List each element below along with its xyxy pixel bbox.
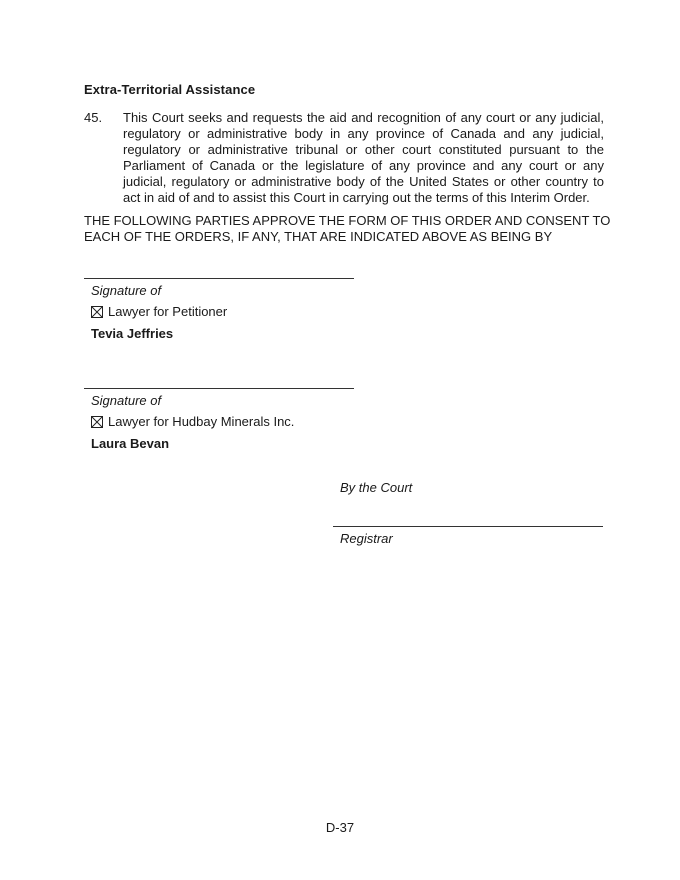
- signature-line-hudbay: [84, 388, 354, 389]
- checkbox-row-petitioner: [91, 304, 227, 319]
- paragraph-45: [84, 110, 604, 206]
- registrar-signature-line: [333, 526, 603, 527]
- registrar-label: Registrar: [340, 531, 393, 546]
- checkbox-row-hudbay: [91, 414, 294, 429]
- role-label: Lawyer for Hudbay Minerals Inc.: [108, 414, 295, 429]
- by-the-court: By the Court: [340, 480, 413, 495]
- paragraph-text: This Court seeks and requests the aid and recognition of any court or any judicial, regulatory or administrative body in any province of Canada and any judicial, regulatory or administrative tribunal or other court constituted pursuant to the Parliament of Canada or the legislature of any province and any court or any judicial, regulatory or administrative body of the United States or other country to act in aid of and to assist this Court in carrying out the terms of this Interim Order.: [123, 110, 604, 205]
- paragraph-number: 45.: [84, 110, 103, 125]
- signatory-name: Laura Bevan: [91, 436, 170, 451]
- page-number: D-37: [325, 820, 355, 835]
- checked-box-icon: [91, 416, 103, 428]
- signature-label: Signature of: [91, 393, 162, 408]
- role-label: Lawyer for Petitioner: [108, 304, 228, 319]
- checked-box-icon: [91, 306, 103, 318]
- signature-line-petitioner: [84, 278, 354, 279]
- signatory-name: Tevia Jeffries: [91, 326, 174, 341]
- signature-label: Signature of: [91, 283, 162, 298]
- consent-statement: THE FOLLOWING PARTIES APPROVE THE FORM OF THIS ORDER AND CONSENT TO EACH OF THE ORDERS, IF ANY, THAT ARE INDICATED ABOVE AS BEING BY: [84, 213, 611, 244]
- section-heading: Extra-Territorial Assistance: [84, 82, 256, 97]
